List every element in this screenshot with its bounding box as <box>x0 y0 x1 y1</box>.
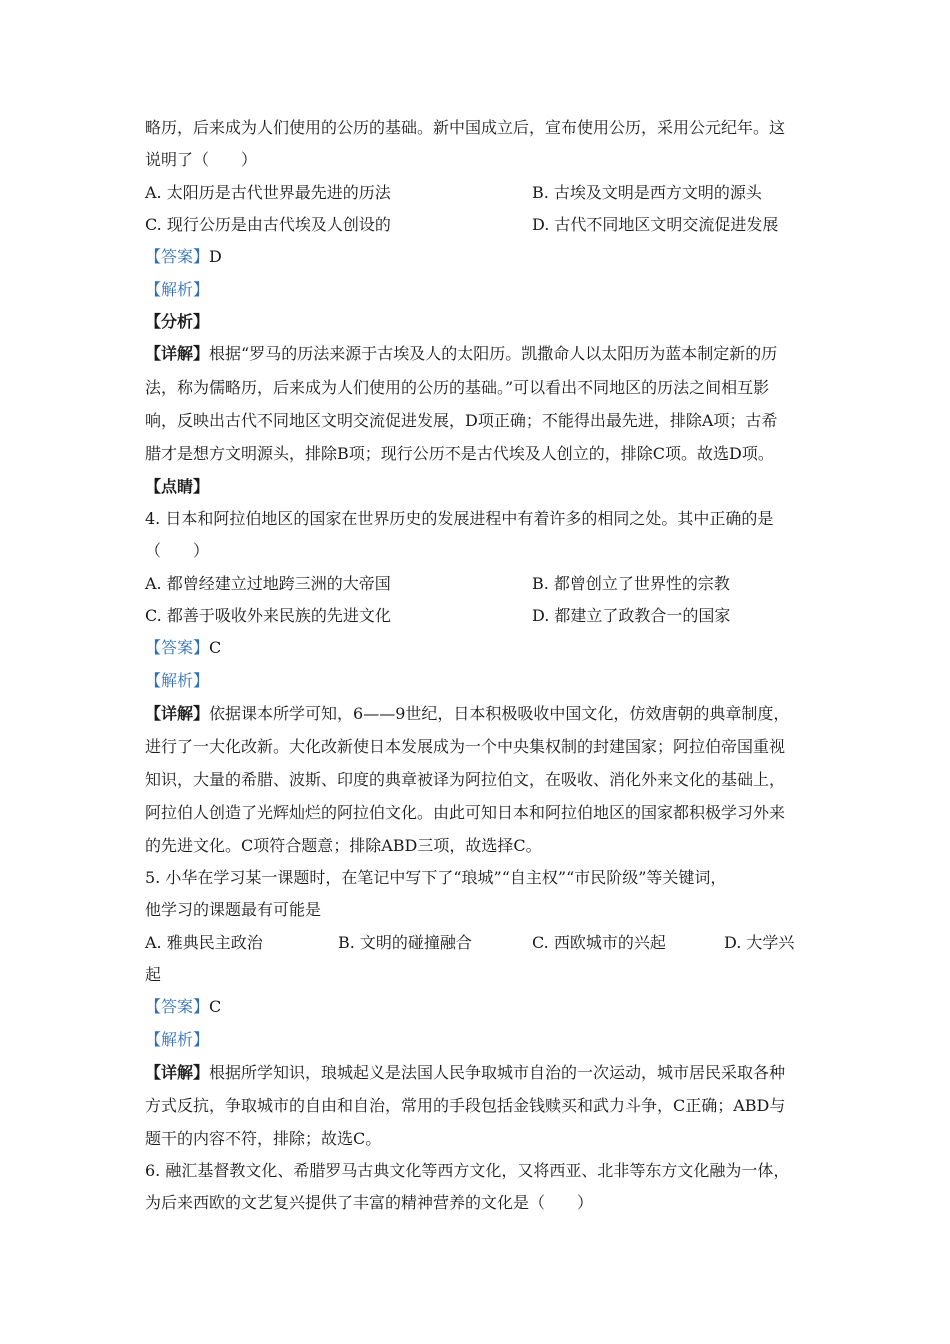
q4-stem-line-1: 4. 日本和阿拉伯地区的国家在世界历史的发展进程中有着许多的相同之处。其中正确的是 <box>145 509 774 528</box>
q6-stem-line-2: 为后来西欧的文艺复兴提供了丰富的精神营养的文化是（ ） <box>145 1193 594 1212</box>
q4-detail-line-4: 阿拉伯人创造了光辉灿烂的阿拉伯文化。由此可知日本和阿拉伯地区的国家都积极学习外来 <box>145 803 786 822</box>
q5-stem-line-1: 5. 小华在学习某一课题时，在笔记中写下了“琅城”“自主权”“市民阶级”等关键词， <box>145 868 727 887</box>
answer-value: C <box>209 997 222 1016</box>
q4-option-d: D. 都建立了政教合一的国家 <box>532 606 731 625</box>
q5-option-c: C. 西欧城市的兴起 <box>532 933 666 952</box>
answer-value: C <box>209 638 222 657</box>
q5-option-d-wrap: 起 <box>145 965 162 984</box>
q4-detail-line-5: 的先进文化。C项符合题意；排除ABD三项，故选择C。 <box>145 836 542 855</box>
q5-answer <box>145 996 221 1018</box>
q5-option-b: B. 文明的碰撞融合 <box>338 933 472 952</box>
q3-fenxi-tag: 【分析】 <box>145 312 210 331</box>
detail-tag: 【详解】 <box>145 704 210 723</box>
q5-analysis-tag: 【解析】 <box>145 1030 210 1049</box>
answer-tag: 【答案】 <box>145 638 210 657</box>
q3-detail-line-4: 腊才是想方文明源头，排除B项；现行公历不是古代埃及人创立的，排除C项。故选D项。 <box>145 444 774 463</box>
q4-analysis-tag: 【解析】 <box>145 671 210 690</box>
q3-dianjing-tag: 【点睛】 <box>145 477 210 496</box>
q5-detail-line-1 <box>145 1062 785 1084</box>
q5-option-a: A. 雅典民主政治 <box>145 933 263 952</box>
q5-detail-line-2: 方式反抗，争取城市的自由和自治，常用的手段包括金钱赎买和武力斗争，C正确；ABD与 <box>145 1096 786 1115</box>
q4-detail-line-1 <box>145 703 789 725</box>
q3-stem-line-1: 略历，后来成为人们使用的公历的基础。新中国成立后，宣布使用公历，采用公元纪年。这 <box>145 118 786 137</box>
q5-detail-line-3: 题干的内容不符，排除；故选C。 <box>145 1129 382 1148</box>
answer-tag: 【答案】 <box>145 997 210 1016</box>
q3-detail-line-1 <box>145 343 777 365</box>
q4-detail-line-3: 知识，大量的希腊、波斯、印度的典章被译为阿拉伯文，在吸收、消化外来文化的基础上， <box>145 770 786 789</box>
q3-option-d: D. 古代不同地区文明交流促进发展 <box>532 215 779 234</box>
q4-detail-line-2: 进行了一大化改新。大化改新使日本发展成为一个中央集权制的封建国家；阿拉伯帝国重视 <box>145 737 786 756</box>
q3-option-a: A. 太阳历是古代世界最先进的历法 <box>145 183 391 202</box>
q5-stem-line-2: 他学习的课题最有可能是 <box>145 900 322 919</box>
detail-tag: 【详解】 <box>145 1063 210 1082</box>
q3-answer <box>145 246 222 268</box>
q3-analysis-tag: 【解析】 <box>145 280 210 299</box>
answer-value: D <box>209 247 222 266</box>
detail-text: 根据“罗马的历法来源于古埃及人的太阳历。凯撒命人以太阳历为蓝本制定新的历 <box>209 344 778 363</box>
detail-text: 根据所学知识，琅城起义是法国人民争取城市自治的一次运动，城市居民采取各种 <box>209 1063 786 1082</box>
q3-option-b: B. 古埃及文明是西方文明的源头 <box>532 183 762 202</box>
q4-answer <box>145 637 221 659</box>
q4-option-a: A. 都曾经建立过地跨三洲的大帝国 <box>145 574 391 593</box>
q6-stem-line-1: 6. 融汇基督教文化、希腊罗马古典文化等西方文化，又将西亚、北非等东方文化融为一体， <box>145 1161 790 1180</box>
q4-option-b: B. 都曾创立了世界性的宗教 <box>532 574 730 593</box>
q4-option-c: C. 都善于吸收外来民族的先进文化 <box>145 606 391 625</box>
q4-stem-line-2: （ ） <box>145 541 210 560</box>
detail-tag: 【详解】 <box>145 344 210 363</box>
q3-option-c: C. 现行公历是由古代埃及人创设的 <box>145 215 391 234</box>
q3-detail-line-3: 响，反映出古代不同地区文明交流促进发展，D项正确；不能得出最先进，排除A项；古希 <box>145 411 778 430</box>
q3-stem-line-2: 说明了（ ） <box>145 150 258 169</box>
q5-option-d: D. 大学兴 <box>724 933 795 952</box>
answer-tag: 【答案】 <box>145 247 210 266</box>
q3-detail-line-2: 法，称为儒略历，后来成为人们使用的公历的基础。”可以看出不同地区的历法之间相互影 <box>145 378 770 397</box>
detail-text: 依据课本所学可知，6——9世纪，日本积极吸收中国文化，仿效唐朝的典章制度， <box>209 704 790 723</box>
